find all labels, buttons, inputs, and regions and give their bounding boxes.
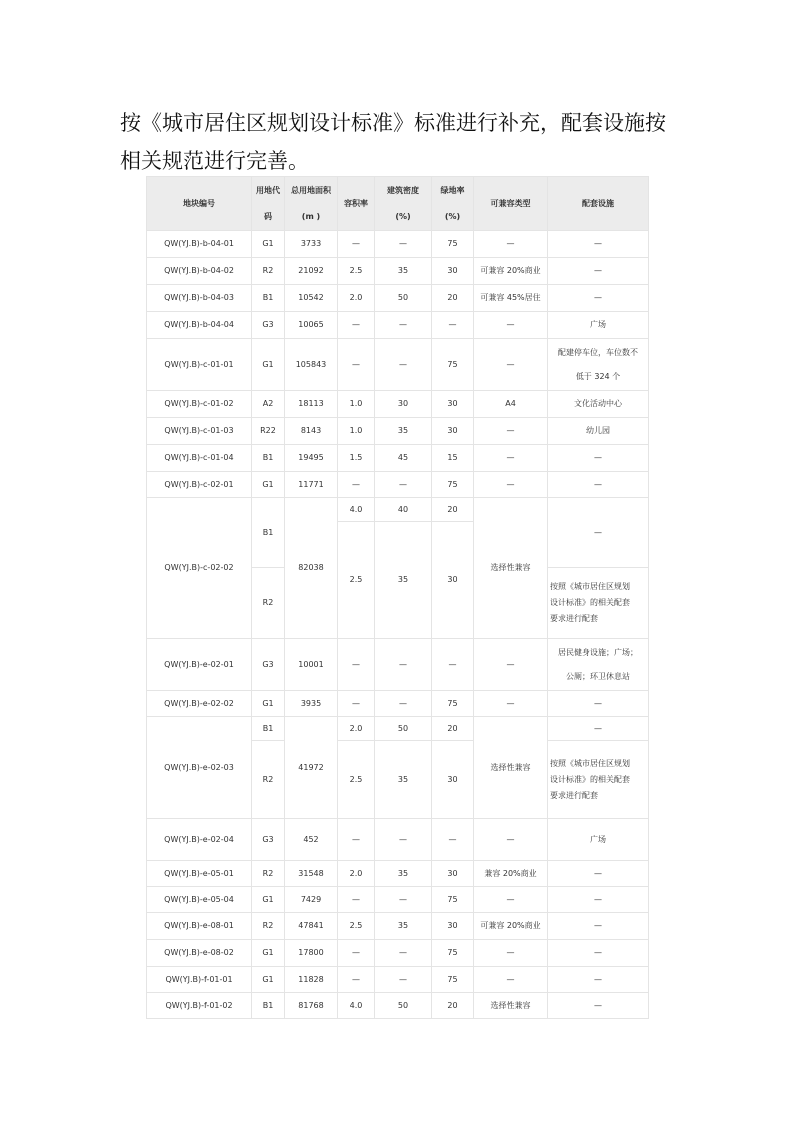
cell-area: 17800: [285, 940, 338, 967]
cell-area: 41972: [285, 717, 338, 819]
cell-green: 30: [432, 391, 474, 418]
header-plot-id: 地块编号: [147, 177, 252, 231]
cell-area: 10542: [285, 285, 338, 312]
cell-plot-id: QW(YJ.B)-e-08-02: [147, 940, 252, 967]
cell-green: 30: [432, 913, 474, 940]
cell-green: —: [432, 819, 474, 861]
cell-green: —: [432, 639, 474, 691]
cell-area: 452: [285, 819, 338, 861]
cell-facilities: —: [548, 861, 649, 887]
table-row: [147, 967, 649, 993]
cell-code: G3: [252, 819, 285, 861]
cell-compat: —: [474, 339, 548, 391]
cell-compat: —: [474, 967, 548, 993]
cell-code: B1: [252, 285, 285, 312]
cell-code: A2: [252, 391, 285, 418]
cell-area: 7429: [285, 887, 338, 913]
cell-green: 75: [432, 691, 474, 717]
table-row: [147, 691, 649, 717]
cell-code: B1: [252, 445, 285, 472]
table-row: [147, 913, 649, 940]
cell-compat: A4: [474, 391, 548, 418]
cell-code: G1: [252, 967, 285, 993]
cell-compat: —: [474, 312, 548, 339]
cell-facilities: —: [548, 285, 649, 312]
cell-compat: —: [474, 472, 548, 498]
cell-compat: 选择性兼容: [474, 498, 548, 639]
cell-plot-id: QW(YJ.B)-e-08-01: [147, 913, 252, 940]
cell-plot-id: QW(YJ.B)-b-04-02: [147, 258, 252, 285]
cell-facilities: —: [548, 231, 649, 258]
cell-facilities: 按照《城市居住区规划 设计标准》的相关配套 要求进行配套: [548, 568, 649, 639]
cell-density: 30: [375, 391, 432, 418]
cell-area: 3733: [285, 231, 338, 258]
header-density: 建筑密度 (%): [375, 177, 432, 231]
cell-green: 30: [432, 741, 474, 819]
cell-far: 2.0: [338, 861, 375, 887]
cell-density: 35: [375, 522, 432, 639]
cell-facilities: —: [548, 445, 649, 472]
cell-density: —: [375, 691, 432, 717]
cell-far: 1.5: [338, 445, 375, 472]
cell-density: 50: [375, 285, 432, 312]
table-row: [147, 391, 649, 418]
cell-facilities: —: [548, 993, 649, 1019]
cell-far: —: [338, 819, 375, 861]
cell-density: —: [375, 819, 432, 861]
cell-area: 81768: [285, 993, 338, 1019]
cell-code: G1: [252, 231, 285, 258]
cell-density: 35: [375, 861, 432, 887]
cell-code: G1: [252, 691, 285, 717]
cell-density: 35: [375, 741, 432, 819]
cell-code: R2: [252, 258, 285, 285]
table-header-row: [147, 177, 649, 231]
intro-line-2: 相关规范进行完善。: [120, 149, 309, 173]
cell-far: 2.5: [338, 913, 375, 940]
cell-code: G1: [252, 940, 285, 967]
cell-far: —: [338, 940, 375, 967]
cell-plot-id: QW(YJ.B)-e-02-02: [147, 691, 252, 717]
cell-facilities: 文化活动中心: [548, 391, 649, 418]
land-use-table: [146, 176, 649, 1019]
cell-green: 30: [432, 522, 474, 639]
table-row: [147, 639, 649, 691]
cell-code: G1: [252, 339, 285, 391]
cell-density: —: [375, 967, 432, 993]
table-row: [147, 993, 649, 1019]
cell-area: 11828: [285, 967, 338, 993]
cell-density: —: [375, 339, 432, 391]
header-facilities: 配套设施: [548, 177, 649, 231]
cell-green: 75: [432, 231, 474, 258]
header-total-area: 总用地面积 (m ): [285, 177, 338, 231]
cell-green: 20: [432, 498, 474, 522]
cell-facilities: 居民健身设施；广场； 公厕；环卫休息站: [548, 639, 649, 691]
cell-green: 75: [432, 339, 474, 391]
cell-plot-id: QW(YJ.B)-e-02-01: [147, 639, 252, 691]
cell-density: —: [375, 887, 432, 913]
cell-code: R22: [252, 418, 285, 445]
cell-far: —: [338, 967, 375, 993]
cell-green: 30: [432, 861, 474, 887]
cell-plot-id: QW(YJ.B)-f-01-01: [147, 967, 252, 993]
intro-paragraph: [120, 104, 700, 180]
cell-density: —: [375, 231, 432, 258]
header-landuse-code: 用地代 码: [252, 177, 285, 231]
cell-density: 35: [375, 258, 432, 285]
cell-green: 20: [432, 717, 474, 741]
cell-compat: —: [474, 940, 548, 967]
cell-density: —: [375, 472, 432, 498]
cell-compat: 可兼容 20%商业: [474, 258, 548, 285]
cell-compat: 选择性兼容: [474, 993, 548, 1019]
header-compatible-type: 可兼容类型: [474, 177, 548, 231]
cell-far: 4.0: [338, 993, 375, 1019]
cell-compat: —: [474, 639, 548, 691]
table-row: [147, 887, 649, 913]
table-row: [147, 861, 649, 887]
cell-code: B1: [252, 717, 285, 741]
cell-green: 30: [432, 418, 474, 445]
cell-far: 2.0: [338, 717, 375, 741]
cell-green: 75: [432, 472, 474, 498]
cell-compat: 兼容 20%商业: [474, 861, 548, 887]
table-row: [147, 231, 649, 258]
cell-far: 2.0: [338, 285, 375, 312]
cell-far: —: [338, 887, 375, 913]
cell-far: —: [338, 339, 375, 391]
cell-green: 20: [432, 993, 474, 1019]
cell-density: 35: [375, 913, 432, 940]
cell-compat: —: [474, 691, 548, 717]
cell-green: 15: [432, 445, 474, 472]
cell-code: R2: [252, 861, 285, 887]
cell-plot-id: QW(YJ.B)-b-04-04: [147, 312, 252, 339]
cell-green: 20: [432, 285, 474, 312]
cell-facilities: —: [548, 887, 649, 913]
cell-code: G1: [252, 887, 285, 913]
cell-plot-id: QW(YJ.B)-c-01-02: [147, 391, 252, 418]
cell-facilities: 广场: [548, 312, 649, 339]
cell-area: 105843: [285, 339, 338, 391]
cell-area: 11771: [285, 472, 338, 498]
cell-code: G1: [252, 472, 285, 498]
cell-far: 1.0: [338, 418, 375, 445]
cell-code: B1: [252, 993, 285, 1019]
cell-far: 1.0: [338, 391, 375, 418]
cell-plot-id: QW(YJ.B)-c-01-04: [147, 445, 252, 472]
cell-far: 4.0: [338, 498, 375, 522]
intro-line-1: 按《城市居住区规划设计标准》标准进行补充，配套设施按: [120, 111, 666, 135]
cell-green: 75: [432, 967, 474, 993]
table-row: [147, 285, 649, 312]
cell-green: 75: [432, 940, 474, 967]
cell-far: —: [338, 231, 375, 258]
cell-plot-id: QW(YJ.B)-c-02-02: [147, 498, 252, 639]
cell-area: 82038: [285, 498, 338, 639]
cell-far: —: [338, 472, 375, 498]
cell-density: 35: [375, 418, 432, 445]
cell-facilities: 广场: [548, 819, 649, 861]
cell-density: 50: [375, 717, 432, 741]
cell-green: 75: [432, 887, 474, 913]
cell-plot-id: QW(YJ.B)-b-04-03: [147, 285, 252, 312]
cell-facilities: 配建停车位，车位数不 低于 324 个: [548, 339, 649, 391]
cell-plot-id: QW(YJ.B)-b-04-01: [147, 231, 252, 258]
table-row: [147, 717, 649, 741]
cell-area: 3935: [285, 691, 338, 717]
cell-facilities: —: [548, 258, 649, 285]
cell-plot-id: QW(YJ.B)-f-01-02: [147, 993, 252, 1019]
cell-area: 21092: [285, 258, 338, 285]
cell-plot-id: QW(YJ.B)-c-02-01: [147, 472, 252, 498]
table-row: [147, 339, 649, 391]
cell-density: 50: [375, 993, 432, 1019]
cell-density: —: [375, 940, 432, 967]
cell-code: R2: [252, 913, 285, 940]
cell-area: 18113: [285, 391, 338, 418]
cell-plot-id: QW(YJ.B)-e-02-04: [147, 819, 252, 861]
table-row: [147, 445, 649, 472]
cell-facilities: —: [548, 472, 649, 498]
cell-compat: 可兼容 20%商业: [474, 913, 548, 940]
table-row: [147, 312, 649, 339]
cell-area: 8143: [285, 418, 338, 445]
cell-compat: 可兼容 45%居住: [474, 285, 548, 312]
cell-far: —: [338, 691, 375, 717]
cell-plot-id: QW(YJ.B)-c-01-01: [147, 339, 252, 391]
cell-compat: 选择性兼容: [474, 717, 548, 819]
cell-area: 19495: [285, 445, 338, 472]
cell-plot-id: QW(YJ.B)-e-05-04: [147, 887, 252, 913]
cell-code: B1: [252, 498, 285, 568]
cell-far: 2.5: [338, 258, 375, 285]
cell-far: 2.5: [338, 522, 375, 639]
header-green-rate: 绿地率 (%): [432, 177, 474, 231]
cell-green: 30: [432, 258, 474, 285]
cell-area: 10065: [285, 312, 338, 339]
cell-area: 31548: [285, 861, 338, 887]
cell-compat: —: [474, 819, 548, 861]
cell-plot-id: QW(YJ.B)-e-02-03: [147, 717, 252, 819]
cell-far: —: [338, 312, 375, 339]
cell-facilities: —: [548, 940, 649, 967]
cell-density: —: [375, 639, 432, 691]
table-row: [147, 258, 649, 285]
cell-facilities: —: [548, 498, 649, 568]
header-far: 容积率: [338, 177, 375, 231]
cell-facilities: 幼儿园: [548, 418, 649, 445]
cell-far: 2.5: [338, 741, 375, 819]
cell-facilities: —: [548, 913, 649, 940]
cell-facilities: —: [548, 691, 649, 717]
cell-compat: —: [474, 887, 548, 913]
cell-plot-id: QW(YJ.B)-e-05-01: [147, 861, 252, 887]
table-row: [147, 498, 649, 522]
table-row: [147, 418, 649, 445]
table-row: [147, 940, 649, 967]
cell-far: —: [338, 639, 375, 691]
cell-code: R2: [252, 568, 285, 639]
cell-facilities: —: [548, 717, 649, 741]
cell-compat: —: [474, 418, 548, 445]
cell-area: 47841: [285, 913, 338, 940]
cell-compat: —: [474, 231, 548, 258]
cell-plot-id: QW(YJ.B)-c-01-03: [147, 418, 252, 445]
cell-code: G3: [252, 312, 285, 339]
cell-density: —: [375, 312, 432, 339]
cell-code: G3: [252, 639, 285, 691]
table-row: [147, 472, 649, 498]
table-row: [147, 819, 649, 861]
cell-facilities: —: [548, 967, 649, 993]
cell-green: —: [432, 312, 474, 339]
cell-area: 10001: [285, 639, 338, 691]
cell-density: 40: [375, 498, 432, 522]
cell-code: R2: [252, 741, 285, 819]
cell-facilities: 按照《城市居住区规划 设计标准》的相关配套 要求进行配套: [548, 741, 649, 819]
cell-compat: —: [474, 445, 548, 472]
cell-density: 45: [375, 445, 432, 472]
